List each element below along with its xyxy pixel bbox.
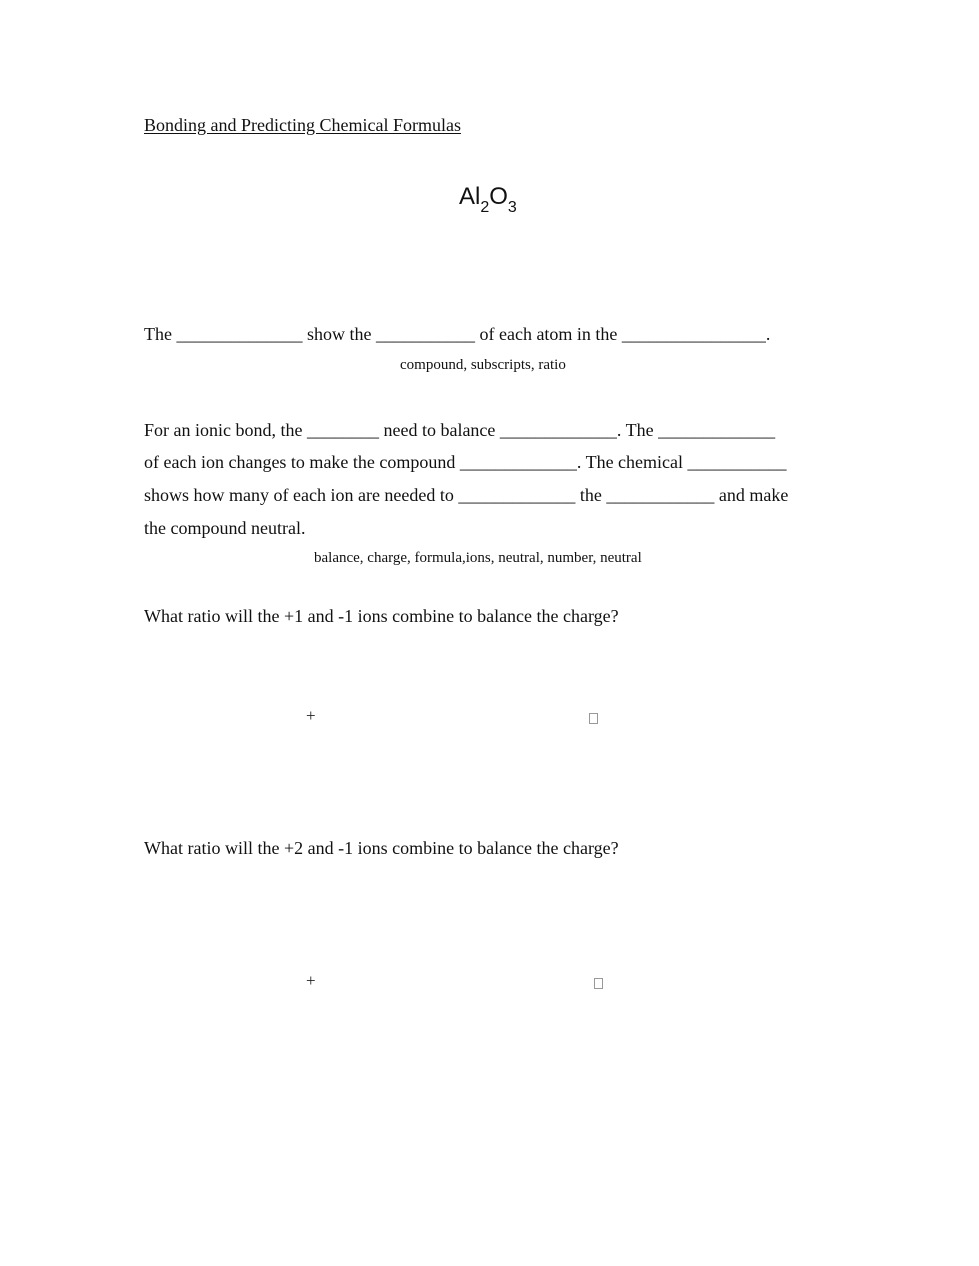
paragraph-line-1: For an ionic bond, the ________ need to balance _____________. The _____________ xyxy=(144,420,776,440)
formula-element-2: O xyxy=(489,183,508,210)
word-bank-1: compound, subscripts, ratio xyxy=(400,357,566,373)
question-2: What ratio will the +2 and -1 ions combine to balance the charge? xyxy=(144,838,619,858)
missing-glyph-box-icon xyxy=(589,711,598,729)
missing-glyph-box-icon xyxy=(594,976,603,994)
paragraph-line-2: of each ion changes to make the compound _____________. The chemical ___________ xyxy=(144,452,787,472)
chemical-formula xyxy=(459,183,517,216)
word-bank-2: balance, charge, formula,ions, neutral, number, neutral xyxy=(314,550,642,566)
plus-sign-1: + xyxy=(306,706,316,725)
question-1: What ratio will the +1 and -1 ions combine to balance the charge? xyxy=(144,606,619,626)
fill-in-sentence-1: The ______________ show the ___________ of each atom in the ________________. xyxy=(144,324,771,344)
page-title: Bonding and Predicting Chemical Formulas xyxy=(144,115,461,135)
plus-sign-2: + xyxy=(306,971,316,990)
paragraph-line-4: the compound neutral. xyxy=(144,518,306,538)
formula-subscript-1: 2 xyxy=(480,198,490,216)
paragraph-line-3: shows how many of each ion are needed to _____________ the ____________ and make xyxy=(144,485,789,505)
formula-subscript-2: 3 xyxy=(507,198,517,216)
formula-element-1: Al xyxy=(459,183,481,210)
